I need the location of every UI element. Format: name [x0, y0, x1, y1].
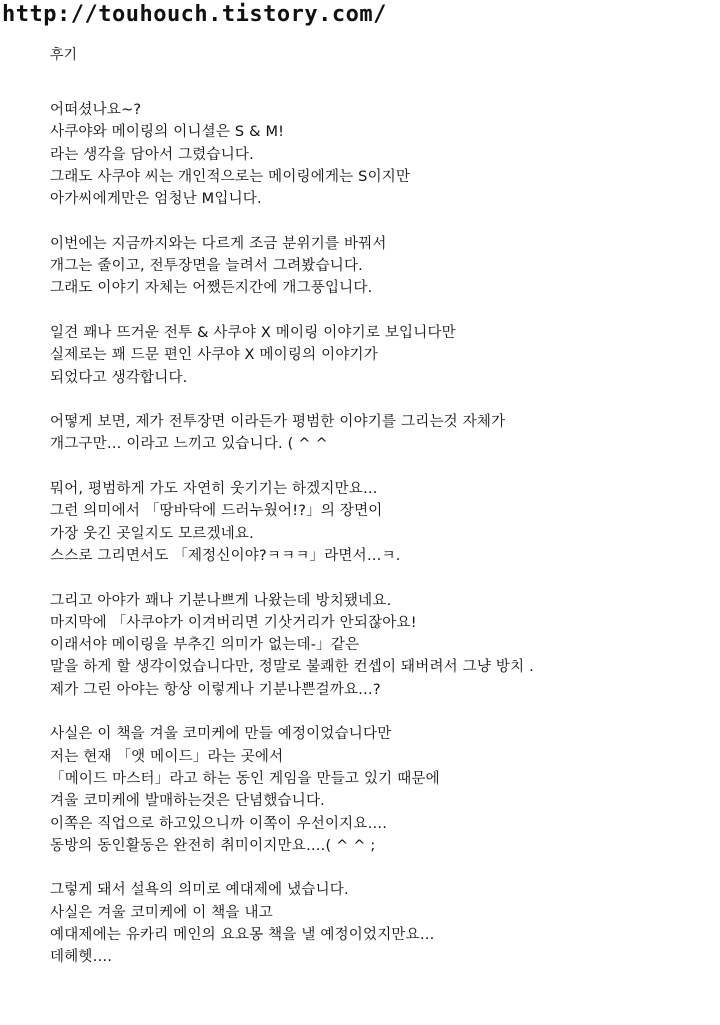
paragraph-spacer	[50, 701, 710, 723]
text-line: 그래도 사쿠야 씨는 개인적으로는 메이링에게는 S이지만	[50, 168, 411, 185]
text-line: 사실은 이 책을 겨울 코미케에 만들 예정이었습니다만	[50, 726, 392, 743]
text-line: 그리고 아야가 꽤나 기분나쁘게 나왔는데 방치됐네요.	[50, 592, 392, 609]
text-line: 이래서야 메이링을 부추긴 의미가 없는데-」같은	[50, 637, 360, 654]
paragraph-spacer	[50, 857, 710, 879]
text-line: 데헤헷….	[50, 949, 113, 966]
page-title: 후기	[50, 47, 78, 63]
paragraph-spacer	[50, 389, 710, 411]
text-line: 마지막에 「사쿠야가 이겨버리면 기삿거리가 안되잖아요!	[50, 614, 417, 631]
text-line: 겨울 코미케에 발매하는것은 단념했습니다.	[50, 793, 325, 810]
paragraph-spacer	[50, 456, 710, 478]
afterword-page	[50, 36, 710, 969]
source-url: http://touhouch.tistory.com/	[2, 2, 387, 27]
paragraph-spacer	[50, 300, 710, 322]
paragraph-1	[50, 99, 710, 210]
text-line: 실제로는 꽤 드문 편인 사쿠야 X 메이링의 이야기가	[50, 347, 378, 364]
text-line: 어떠셨나요~?	[50, 102, 142, 118]
text-line: 일견 꽤나 뜨거운 전투 & 사쿠야 X 메이링 이야기로 보입니다만	[50, 324, 456, 341]
text-line: 제가 그린 아야는 항상 이렇게나 기분나쁜걸까요…?	[50, 681, 381, 698]
paragraph-4	[50, 411, 710, 456]
text-line: 스스로 그리면서도 「제정신이야?ㅋㅋㅋ」라면서…ㅋ.	[50, 547, 401, 564]
text-line: 가장 웃긴 곳일지도 모르겠네요.	[50, 525, 254, 542]
text-line: 이번에는 지금까지와는 다르게 조금 분위기를 바꿔서	[50, 235, 387, 252]
text-line: 개그는 줄이고, 전투장면을 늘려서 그려봤습니다.	[50, 258, 363, 275]
text-line: 이쪽은 직업으로 하고있으니까 이쪽이 우선이지요….	[50, 815, 388, 832]
paragraph-5	[50, 478, 710, 567]
paragraph-2	[50, 233, 710, 300]
text-line: 예대제에는 유카리 메인의 요요몽 책을 낼 예정이었지만요…	[50, 926, 435, 943]
paragraph-7	[50, 723, 710, 857]
text-line: 뭐어, 평범하게 가도 자연히 웃기기는 하겠지만요…	[50, 481, 378, 498]
text-line: 그런 의미에서 「땅바닥에 드러누웠어!?」의 장면이	[50, 503, 383, 520]
paragraph-spacer	[50, 567, 710, 589]
paragraph-3	[50, 322, 710, 389]
text-line: 어떻게 보면, 제가 전투장면 이라든가 평범한 이야기를 그리는것 자체가	[50, 414, 506, 431]
text-line: 동방의 동인활동은 완전히 취미이지만요….( ^ ^ ;	[50, 837, 376, 854]
paragraph-8	[50, 879, 710, 968]
text-line: 그렇게 돼서 설욕의 의미로 예대제에 냈습니다.	[50, 882, 349, 899]
paragraph-spacer	[50, 210, 710, 232]
title-spacer	[50, 66, 710, 99]
text-line: 라는 생각을 담아서 그렸습니다.	[50, 146, 254, 163]
text-line: 「메이드 마스터」라고 하는 동인 게임을 만들고 있기 때문에	[50, 770, 440, 787]
text-line: 그래도 이야기 자체는 어쨌든지간에 개그풍입니다.	[50, 280, 373, 297]
paragraph-6	[50, 590, 710, 701]
text-line: 아가씨에게만은 엄청난 M입니다.	[50, 191, 262, 208]
text-line: 사실은 겨울 코미케에 이 책을 내고	[50, 904, 273, 921]
text-line: 저는 현재 「앳 메이드」라는 곳에서	[50, 748, 284, 765]
text-line: 개그구만… 이라고 느끼고 있습니다. ( ^ ^	[50, 436, 328, 453]
text-line: 말을 하게 할 생각이었습니다만, 정말로 불쾌한 컨셉이 돼버려서 그냥 방치 .	[50, 659, 534, 676]
text-line: 되었다고 생각합니다.	[50, 369, 188, 386]
text-line: 사쿠야와 메이링의 이니셜은 S & M!	[50, 124, 285, 141]
